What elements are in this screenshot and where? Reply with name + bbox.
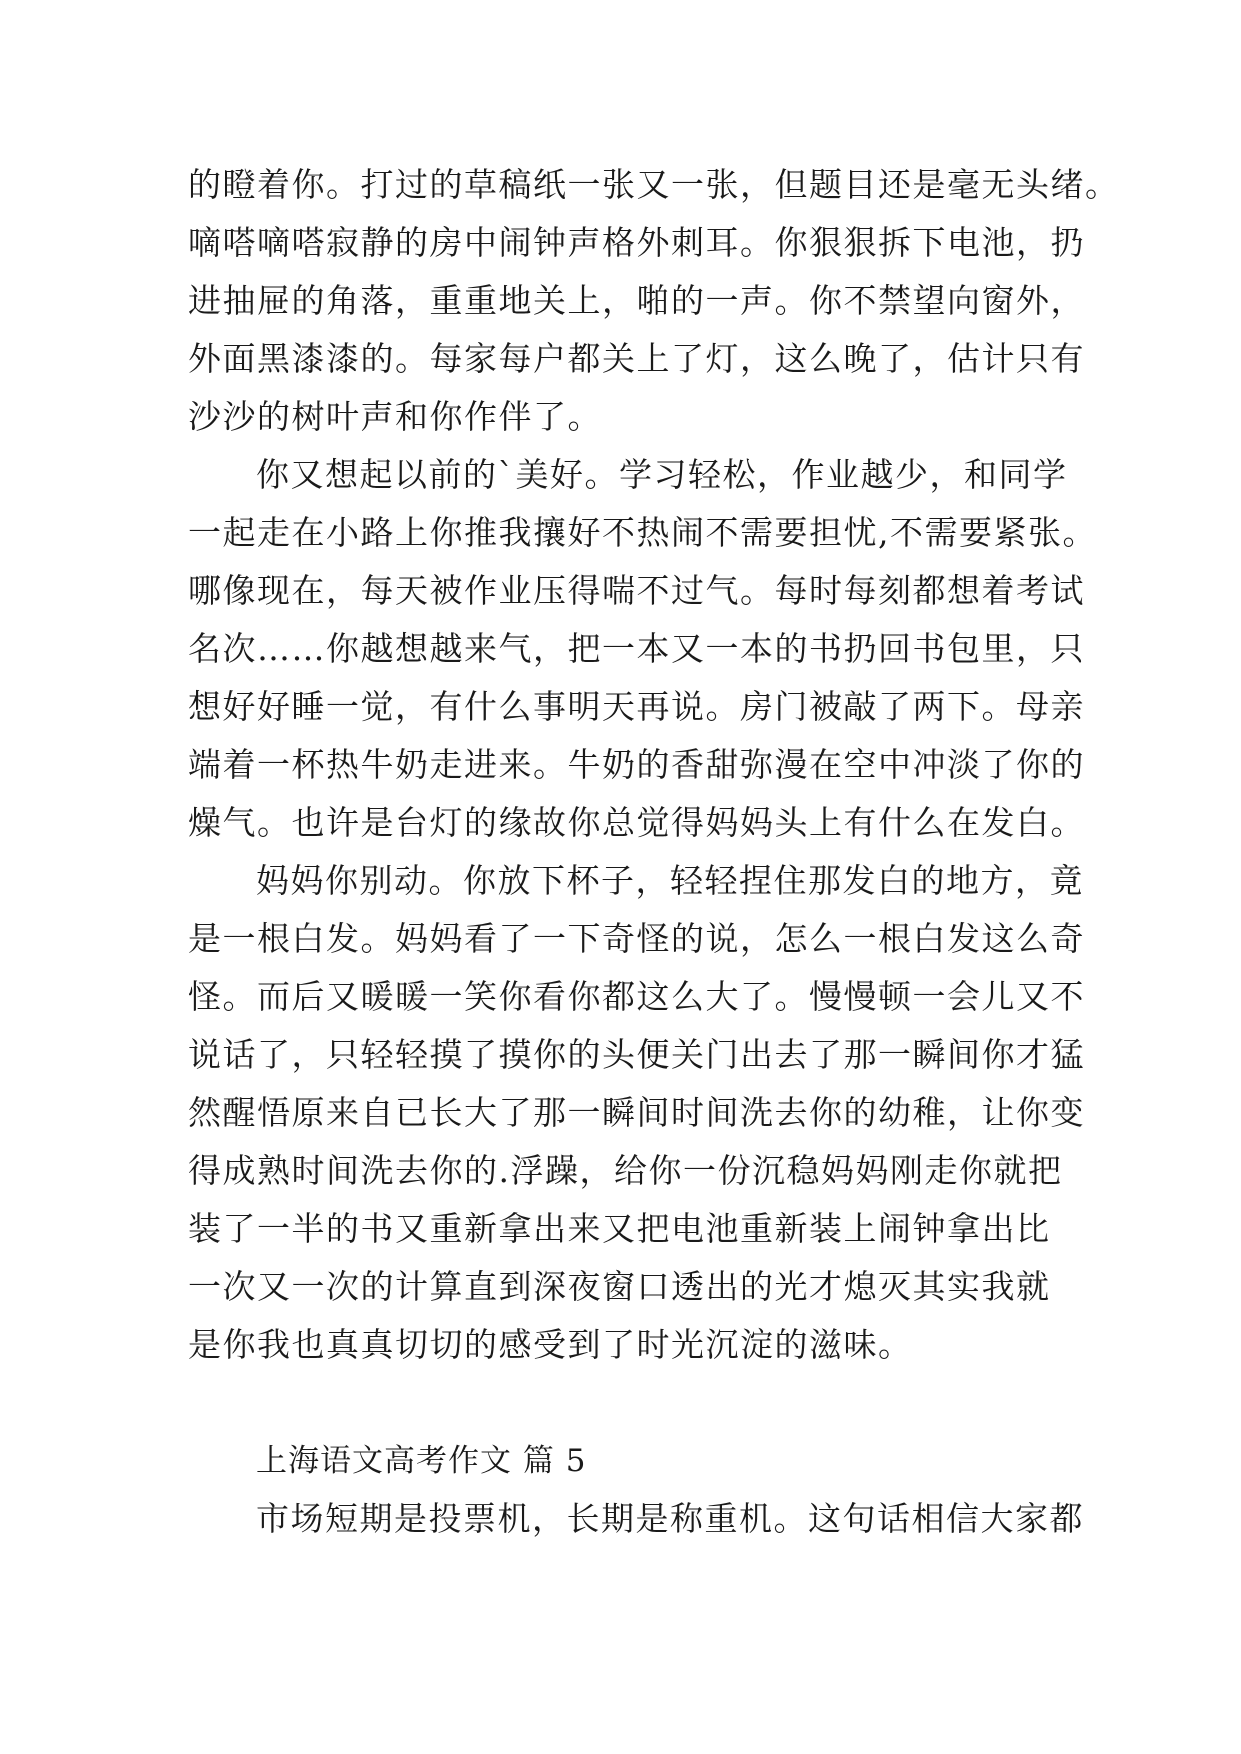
paragraph-line: 端着一杯热牛奶走进来。牛奶的香甜弥漫在空中冲淡了你的 [188,745,1085,784]
paragraph-line: 装了一半的书又重新拿出来又把电池重新装上闹钟拿出比 [188,1209,1051,1248]
paragraph-line: 进抽屉的角落，重重地关上，啪的一声。你不禁望向窗外， [188,281,1085,320]
paragraph-line: 的瞪着你。打过的草稿纸一张又一张，但题目还是毫无头绪。 [188,165,1120,204]
paragraph-line: 怪。而后又暖暖一笑你看你都这么大了。慢慢顿一会儿又不 [188,977,1085,1016]
paragraph-line: 说话了，只轻轻摸了摸你的头便关门出去了那一瞬间你才猛 [188,1035,1085,1074]
paragraph-line: 得成熟时间洗去你的.浮躁，给你一份沉稳妈妈刚走你就把 [188,1151,1063,1190]
paragraph-line: 哪像现在，每天被作业压得喘不过气。每时每刻都想着考试 [188,571,1085,610]
paragraph-line: 燥气。也许是台灯的缘故你总觉得妈妈头上有什么在发白。 [188,803,1085,842]
paragraph-line: 名次……你越想越来气，把一本又一本的书扔回书包里，只 [188,629,1085,668]
paragraph-line: 一次又一次的计算直到深夜窗口透出的光才熄灭其实我就 [188,1267,1051,1306]
paragraph-line: 外面黑漆漆的。每家每户都关上了灯，这么晚了，估计只有 [188,339,1085,378]
paragraph-line: 想好好睡一觉，有什么事明天再说。房门被敲了两下。母亲 [188,687,1085,726]
paragraph-line: 妈妈你别动。你放下杯子，轻轻捏住那发白的地方，竟 [256,861,1084,900]
paragraph-line: 一起走在小路上你推我攘好不热闹不需要担忧,不需要紧张。 [188,513,1097,552]
paragraph-line: 你又想起以前的`美好。学习轻松，作业越少，和同学 [256,455,1068,494]
paragraph-line: 沙沙的树叶声和你作伴了。 [188,397,602,436]
paragraph-line: 然醒悟原来自已长大了那一瞬间时间洗去你的幼稚，让你变 [188,1093,1085,1132]
paragraph-line: 市场短期是投票机，长期是称重机。这句话相信大家都 [256,1499,1084,1538]
paragraph-line: 是一根白发。妈妈看了一下奇怪的说，怎么一根白发这么奇 [188,919,1085,958]
paragraph-line: 嘀嗒嘀嗒寂静的房中闹钟声格外刺耳。你狠狠拆下电池，扔 [188,223,1085,262]
section-heading: 上海语文高考作文 篇 5 [256,1443,587,1479]
paragraph-line: 是你我也真真切切的感受到了时光沉淀的滋味。 [188,1325,913,1364]
